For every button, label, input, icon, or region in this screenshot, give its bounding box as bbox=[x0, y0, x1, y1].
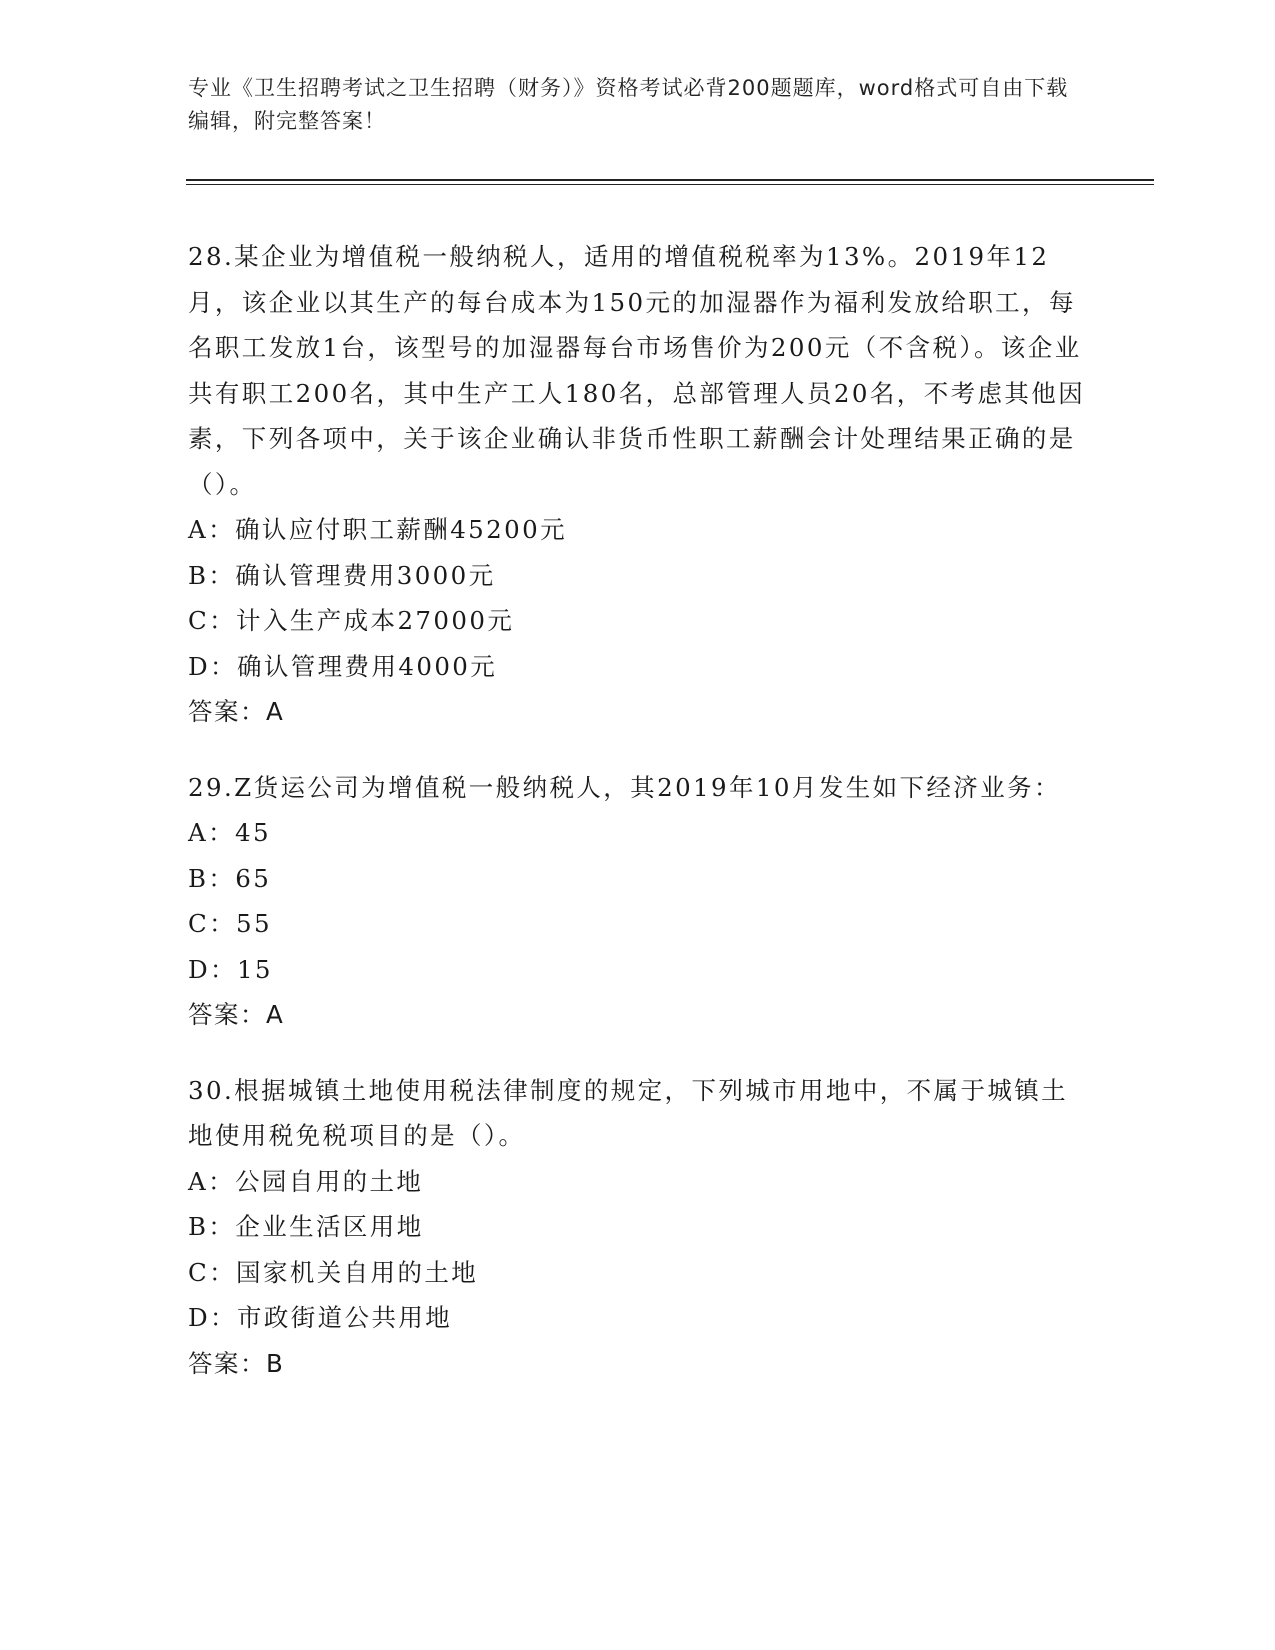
answer-line: 答案：A bbox=[188, 1000, 285, 1029]
option-d: D：市政街道公共用地 bbox=[188, 1303, 453, 1332]
option-b: B：企业生活区用地 bbox=[188, 1212, 424, 1241]
header-divider-bottom bbox=[186, 184, 1154, 185]
option-a: A：公园自用的土地 bbox=[188, 1166, 424, 1196]
option-d: D：确认管理费用4000元 bbox=[188, 651, 498, 681]
answer-line: 答案：B bbox=[188, 1348, 285, 1378]
question-stem: 28.某企业为增值税一般纳税人，适用的增值税税率为13%。2019年12月，该企业以其生产的每台成本为150元的加湿器作为福利发放给职工，每名职工发放1台，该型号的加湿器每台市场售价为200元（不含税）。该企业共有职工200名，其中生产工人180名，总部管理人员20名，不考虑其他因素，下列各项中，关于该企业确认非货币性职工薪酬会计处理结果正确的是（）。 bbox=[188, 242, 1086, 499]
option-a: A：45 bbox=[188, 818, 271, 847]
question-stem: 30.根据城镇土地使用税法律制度的规定，下列城市用地中，不属于城镇土地使用税免税项目的是（）。 bbox=[188, 1075, 1069, 1150]
option-c: C：55 bbox=[188, 909, 273, 938]
question-28 bbox=[188, 234, 1088, 735]
option-c: C：国家机关自用的土地 bbox=[188, 1257, 479, 1287]
option-d: D：15 bbox=[188, 954, 273, 984]
option-c: C：计入生产成本27000元 bbox=[188, 606, 515, 635]
question-list bbox=[188, 234, 1088, 1416]
answer-line: 答案：A bbox=[188, 697, 285, 726]
header-text: 专业《卫生招聘考试之卫生招聘（财务）》资格考试必背200题题库，word格式可自由下载编辑，附完整答案！ bbox=[188, 76, 1069, 133]
option-a: A：确认应付职工薪酬45200元 bbox=[188, 515, 568, 544]
question-29 bbox=[188, 765, 1088, 1038]
question-stem: 29.Z货运公司为增值税一般纳税人，其2019年10月发生如下经济业务： bbox=[188, 772, 1061, 802]
header-divider-top bbox=[186, 179, 1154, 181]
question-30 bbox=[188, 1068, 1088, 1387]
option-b: B：65 bbox=[188, 863, 272, 893]
option-b: B：确认管理费用3000元 bbox=[188, 560, 496, 590]
